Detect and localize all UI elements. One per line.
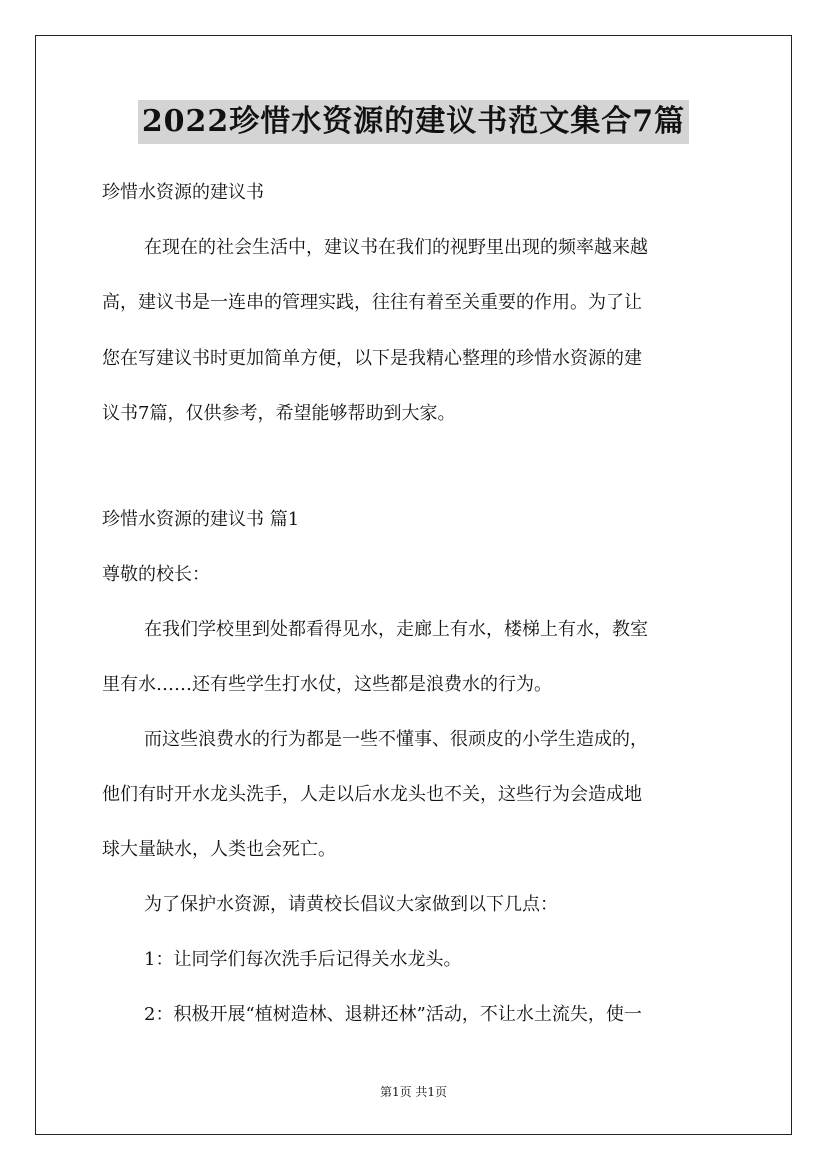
point-1: 1：让同学们每次洗手后记得关水龙头。 bbox=[144, 949, 462, 970]
page-footer: 第1页 共1页 bbox=[379, 1085, 448, 1099]
salutation: 尊敬的校长： bbox=[102, 564, 210, 585]
para3: 为了保护水资源，请黄校长倡议大家做到以下几点： bbox=[144, 894, 558, 915]
document-title: 2022珍惜水资源的建议书范文集合7篇 bbox=[138, 100, 689, 144]
para1-line-2: 里有水……还有些学生打水仗，这些都是浪费水的行为。 bbox=[102, 674, 552, 695]
intro-line-1: 在现在的社会生活中，建议书在我们的视野里出现的频率越来越 bbox=[144, 237, 648, 258]
para2-line-2: 他们有时开水龙头洗手，人走以后水龙头也不关，这些行为会造成地 bbox=[102, 784, 642, 805]
intro-line-3: 您在写建议书时更加简单方便，以下是我精心整理的珍惜水资源的建 bbox=[102, 348, 642, 369]
section-heading: 珍惜水资源的建议书 篇1 bbox=[102, 509, 300, 530]
intro-heading: 珍惜水资源的建议书 bbox=[102, 182, 264, 203]
para2-line-3: 球大量缺水，人类也会死亡。 bbox=[102, 839, 336, 860]
intro-line-2: 高，建议书是一连串的管理实践，往往有着至关重要的作用。为了让 bbox=[102, 292, 642, 313]
para1-line-1: 在我们学校里到处都看得见水，走廊上有水，楼梯上有水，教室 bbox=[144, 619, 648, 640]
intro-line-4: 议书7篇，仅供参考，希望能够帮助到大家。 bbox=[102, 403, 456, 424]
para2-line-1: 而这些浪费水的行为都是一些不懂事、很顽皮的小学生造成的， bbox=[144, 729, 648, 750]
point-2: 2：积极开展“植树造林、退耕还林”活动，不让水土流失，使一 bbox=[144, 1004, 642, 1025]
